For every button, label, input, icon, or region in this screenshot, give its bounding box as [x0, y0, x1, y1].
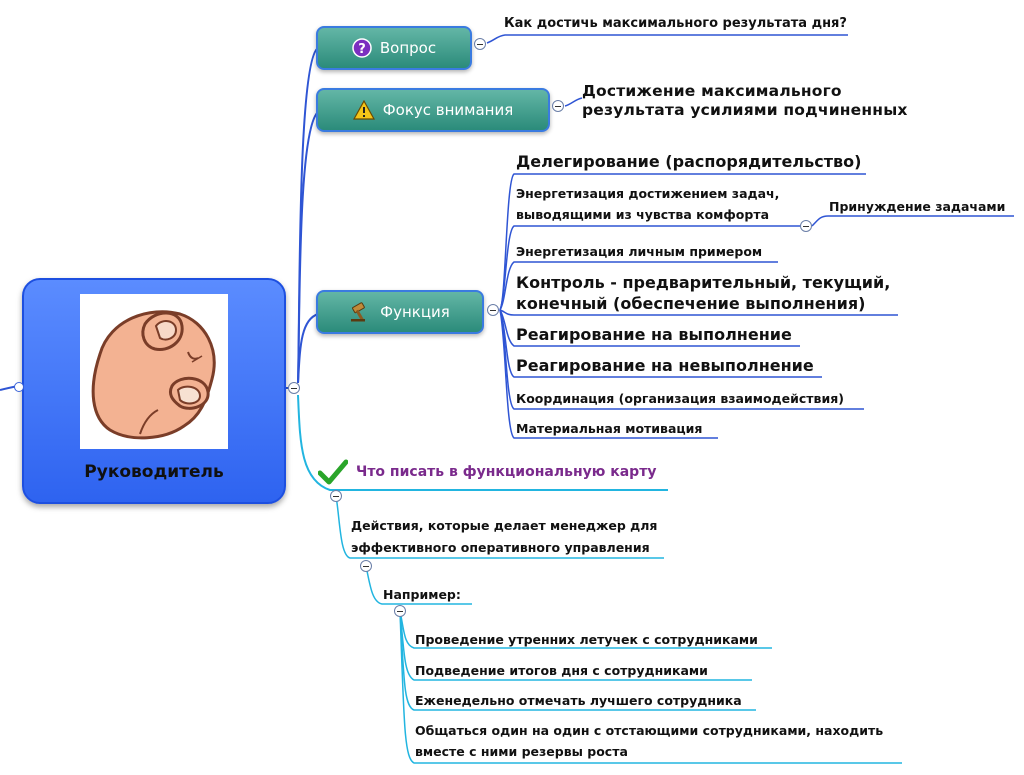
funkciya-collapse-toggle[interactable] [487, 304, 499, 316]
deystviya-collapse-toggle[interactable] [360, 560, 372, 572]
funkciya-item-kontrol-line1: Контроль - предварительный, текущий, [516, 273, 891, 292]
question-icon [352, 38, 372, 58]
branch-vopros-label: Вопрос [379, 39, 437, 57]
central-left-connector-dot [14, 382, 24, 392]
karta-deystviya-line2: эффективного оперативного управления [351, 540, 650, 555]
energetizaciya-collapse-toggle[interactable] [800, 220, 812, 232]
central-topic[interactable] [22, 278, 286, 504]
funkciya-item-energetizaciya-primer: Энергетизация личным примером [516, 244, 763, 259]
funkciya-item-reagirovanie-vyp: Реагирование на выполнение [516, 325, 792, 344]
fokus-collapse-toggle[interactable] [552, 100, 564, 112]
naprimer-collapse-toggle[interactable] [394, 605, 406, 617]
funkciya-item-koordinaciya: Координация (организация взаимодействия) [516, 391, 844, 406]
example-item-2: Подведение итогов дня с сотрудниками [415, 663, 708, 678]
karta-collapse-toggle[interactable] [330, 490, 342, 502]
branch-vopros[interactable] [316, 26, 472, 70]
branch-funkciya-label: Функция [380, 303, 450, 321]
funkciya-item-energetizaciya-line2: выводящими из чувства комфорта [516, 207, 770, 222]
funkciya-item-motivaciya: Материальная мотивация [516, 421, 703, 436]
funkciya-item-reagirovanie-nevyp: Реагирование на невыполнение [516, 356, 814, 375]
svg-text:?: ? [358, 42, 366, 57]
example-item-3: Еженедельно отмечать лучшего сотрудника [415, 693, 742, 708]
branch-fokus-label: Фокус внимания [382, 101, 514, 119]
pointing-hand-image [80, 294, 228, 449]
branch-funkciya[interactable] [316, 290, 484, 334]
warning-icon [353, 100, 375, 120]
example-item-4-line1: Общаться один на один с отстающими сотрудниками, находить [415, 723, 884, 738]
funkciya-item-kontrol-line2: конечный (обеспечение выполнения) [516, 294, 866, 313]
example-item-1: Проведение утренних летучек с сотрудниками [415, 632, 758, 647]
funkciya-item-energetizaciya-line1: Энергетизация достижением задач, [516, 186, 780, 201]
vopros-collapse-toggle[interactable] [474, 38, 486, 50]
checkmark-icon [318, 459, 348, 485]
central-topic-title: Руководитель [84, 462, 224, 482]
funkciya-item-delegirovanie: Делегирование (распорядительство) [516, 152, 862, 171]
karta-deystviya-line1: Действия, которые делает менеджер для [351, 518, 658, 533]
fokus-child-line1: Достижение максимального [582, 82, 842, 100]
central-collapse-toggle[interactable] [288, 382, 300, 394]
branch-fokus[interactable] [316, 88, 550, 132]
fokus-child-line2: результата усилиями подчиненных [582, 101, 908, 119]
vopros-child-text: Как достичь максимального результата дня? [504, 16, 847, 31]
branch-karta-label: Что писать в функциональную карту [356, 464, 657, 480]
example-item-4-line2: вместе с ними резервы роста [415, 744, 628, 759]
funkciya-item-prinuzhdenie: Принуждение задачами [829, 199, 1006, 214]
gavel-icon [350, 302, 372, 322]
branch-karta[interactable] [318, 458, 656, 486]
karta-naprimer: Например: [383, 587, 461, 602]
